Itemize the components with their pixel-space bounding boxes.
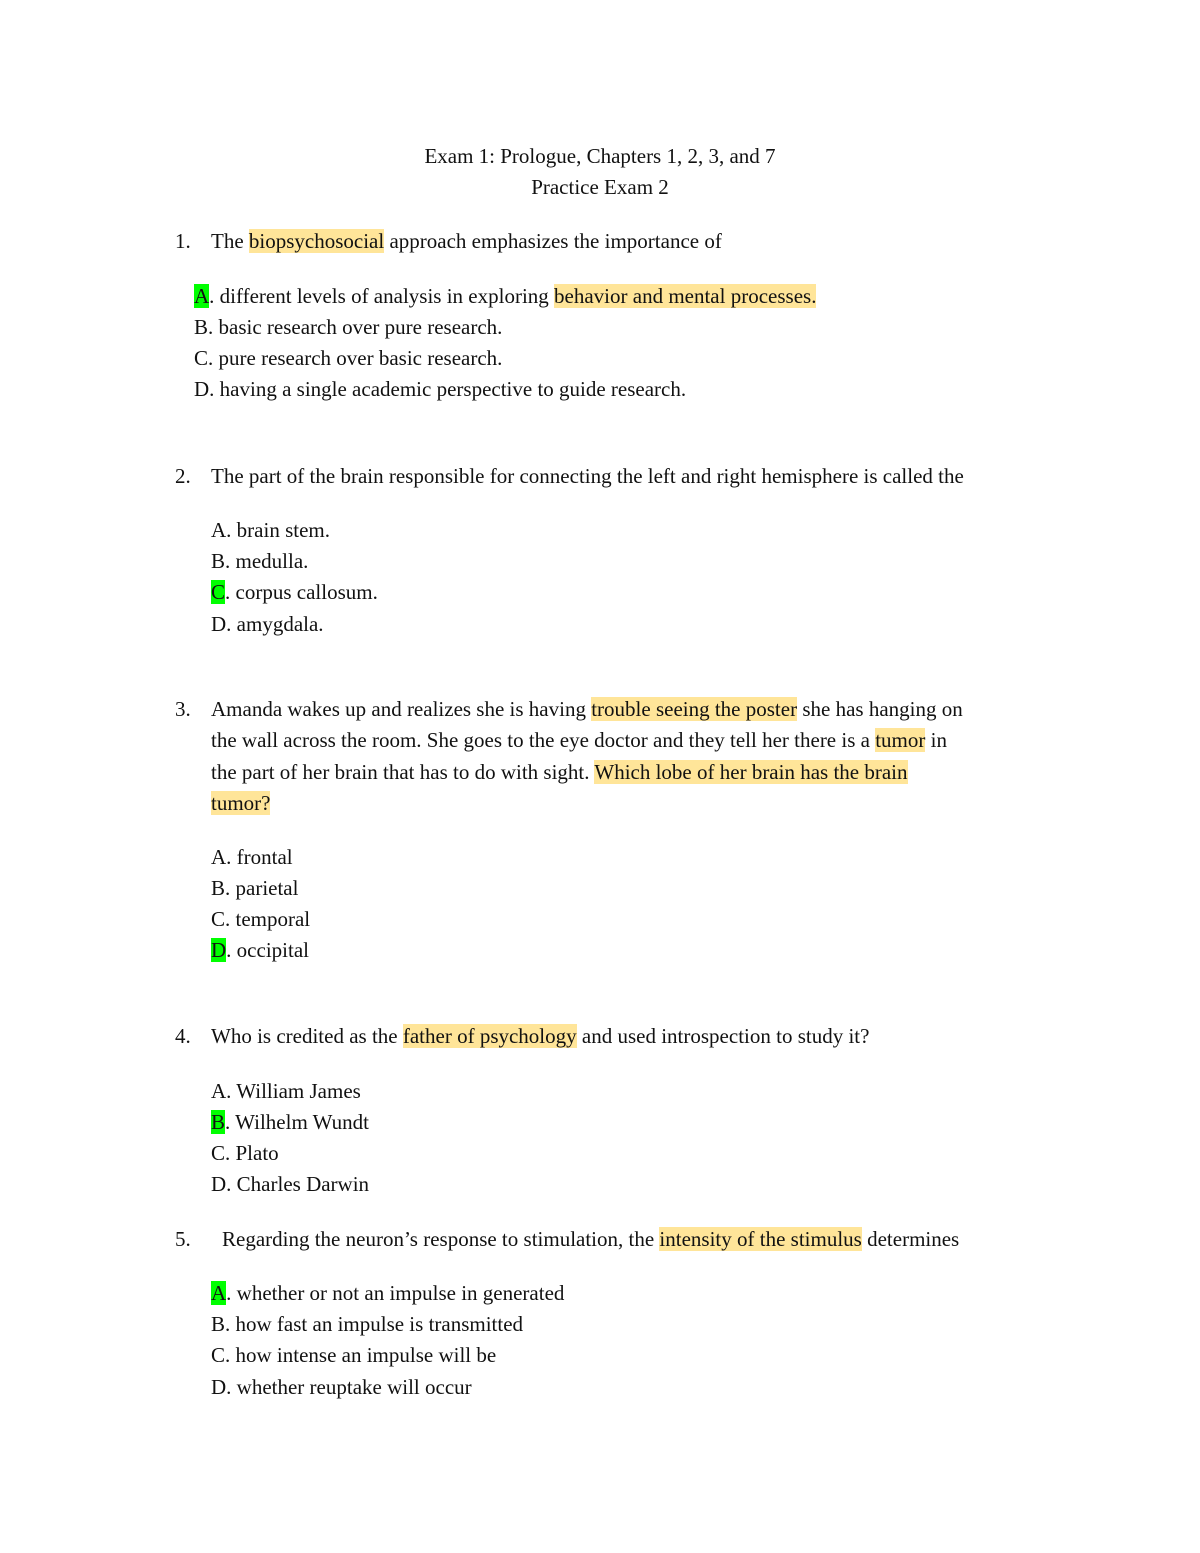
highlight: tumor xyxy=(875,728,926,752)
option-a: A. different levels of analysis in exploring behavior and mental processes. xyxy=(194,284,817,308)
option-c: C. pure research over basic research. xyxy=(194,346,503,370)
correct-answer-marker: C xyxy=(211,580,226,604)
question-5-stem: Regarding the neuron’s response to stimulation, the intensity of the stimulus determines xyxy=(222,1227,960,1251)
question-4-stem: Who is credited as the father of psychology and used introspection to study it? xyxy=(211,1024,870,1048)
correct-answer-marker: A xyxy=(211,1281,227,1305)
option-c: C. Plato xyxy=(211,1141,279,1165)
highlight: behavior and mental processes. xyxy=(554,284,817,308)
correct-answer-marker: D xyxy=(211,938,227,962)
option-d: D. occipital xyxy=(211,938,309,962)
correct-answer-marker: A xyxy=(194,284,210,308)
question-number: 1. xyxy=(175,229,191,253)
highlight: Which lobe of her brain has the brain xyxy=(594,760,908,784)
option-c: C. corpus callosum. xyxy=(211,580,378,604)
exam-title: Exam 1: Prologue, Chapters 1, 2, 3, and 7 xyxy=(424,144,776,168)
option-b: B. medulla. xyxy=(211,549,309,573)
highlight: tumor? xyxy=(211,791,271,815)
option-a: A. brain stem. xyxy=(211,518,330,542)
question-3-stem-line-2: the wall across the room. She goes to the eye doctor and they tell her there is a tumor in xyxy=(211,728,947,752)
question-2-stem: The part of the brain responsible for connecting the left and right hemisphere is called the xyxy=(211,464,964,488)
option-d: D. whether reuptake will occur xyxy=(211,1375,472,1399)
option-d: D. having a single academic perspective to guide research. xyxy=(194,377,687,401)
option-c: C. how intense an impulse will be xyxy=(211,1343,497,1367)
correct-answer-marker: B xyxy=(211,1110,226,1134)
highlight: father of psychology xyxy=(402,1024,577,1048)
question-number: 4. xyxy=(175,1024,191,1048)
highlight: biopsychosocial xyxy=(248,229,385,253)
question-number: 5. xyxy=(175,1227,191,1251)
option-b: B. basic research over pure research. xyxy=(194,315,503,339)
option-b: B. Wilhelm Wundt xyxy=(211,1110,369,1134)
option-a: A. William James xyxy=(211,1079,361,1103)
option-b: B. parietal xyxy=(211,876,299,900)
question-number: 3. xyxy=(175,697,191,721)
question-3-stem-line-1: Amanda wakes up and realizes she is having trouble seeing the poster she has hanging on xyxy=(211,697,963,721)
question-3-stem-line-4 xyxy=(211,790,270,816)
question-3-stem-line-3: the part of her brain that has to do with sight. Which lobe of her brain has the brain xyxy=(211,760,908,784)
option-d: D. amygdala. xyxy=(211,612,324,636)
question-1-stem: The biopsychosocial approach emphasizes the importance of xyxy=(211,229,722,253)
option-a: A. frontal xyxy=(211,845,293,869)
option-c: C. temporal xyxy=(211,907,311,931)
option-b: B. how fast an impulse is transmitted xyxy=(211,1312,524,1336)
highlight: trouble seeing the poster xyxy=(591,697,798,721)
exam-subtitle: Practice Exam 2 xyxy=(531,175,669,199)
option-d: D. Charles Darwin xyxy=(211,1172,370,1196)
question-number: 2. xyxy=(175,464,191,488)
highlight: intensity of the stimulus xyxy=(659,1227,862,1251)
option-a: A. whether or not an impulse in generated xyxy=(211,1281,565,1305)
